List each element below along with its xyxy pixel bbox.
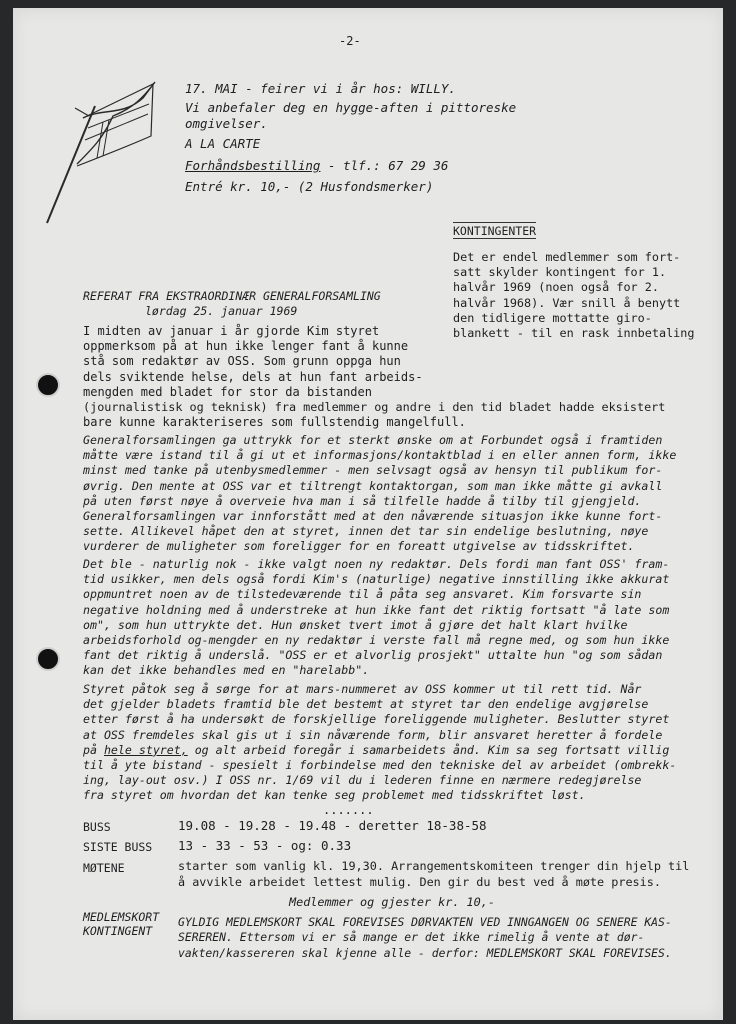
text-line: vurderer de muligheter som foreligger for en foreatt utgivelse av tidsskriftet. xyxy=(83,539,635,554)
ad-line-3: omgivelser. xyxy=(185,116,268,131)
buss-value: 19.08 - 19.28 - 19.48 - deretter 18-38-58 xyxy=(178,818,487,833)
text-line: måtte være istand til å gi ut et informasjons/kontaktblad i en eller annen form, ikke xyxy=(83,448,677,463)
kontingent-line: Det er endel medlemmer som fort- xyxy=(453,250,681,264)
ad-line-1: 17. MAI - feirer vi i år hos: WILLY. xyxy=(185,81,456,96)
underlined-text: hele styret, xyxy=(103,742,188,757)
text-line: arbeidsforhold og-mengder en ny redaktør i verste fall må regne med, og som hun ikke xyxy=(83,633,670,648)
text-line: (journalistisk og teknisk) fra medlemmer og andre i den tid bladet hadde eksistert xyxy=(83,400,666,415)
ad-line-6: Entré kr. 10,- (2 Husfondsmerker) xyxy=(185,179,434,194)
referat-paragraph-2 xyxy=(83,433,676,555)
siste-buss-value: 13 - 33 - 53 - og: 0.33 xyxy=(178,838,352,853)
text-line: bare kunne karakteriseres som fullstendig mangelfull. xyxy=(83,415,466,430)
text-line: minst med tanke på utenbysmedlemmer - men selvsagt også av hensyn til publikum for- xyxy=(83,463,663,478)
referat-paragraph-4 xyxy=(83,682,676,804)
text-line: Styret påtok seg å sørge for at mars-nummeret av OSS kommer ut til rett tid. Når xyxy=(83,682,642,696)
kontingent-line: den tidligere mottatte giro- xyxy=(453,310,652,325)
text-line: Det ble - naturlig nok - ikke valgt noen ny redaktør. Dels fordi man fant OSS' fram- xyxy=(83,557,670,571)
text-line: kan det ikke behandles med en "harelabb". xyxy=(83,663,370,678)
siste-buss-label: SISTE BUSS xyxy=(83,840,153,854)
medlemskort-label: MEDLEMSKORT xyxy=(83,910,160,924)
ad-phone: - tlf.: 67 29 36 xyxy=(320,158,449,173)
referat-title: REFERAT FRA EKSTRAORDINÆR GENERALFORSAMLING xyxy=(83,289,381,303)
text-line: sette. Allikevel håpet den at styret, innen det tar sin endelige beslutning, nøye xyxy=(83,524,649,539)
text-line: at OSS fremdeles skal gis ut i sin nåværende form, blir ansvaret heretter å fordele xyxy=(83,727,663,742)
ad-line-4: A LA CARTE xyxy=(185,136,261,151)
text-segment: og alt arbeid foregår i samarbeidets ånd. Kim sa seg fortsatt villig xyxy=(187,742,670,757)
text-line: fant det riktig å underslå. "OSS er et alvorlig prosjekt" uttalte hun "og som sådan xyxy=(83,648,663,663)
text-line: tid usikker, men dels også fordi Kim's (naturlige) negative innstilling ikke akkurat xyxy=(83,572,670,587)
medlemskort-line-1: GYLDIG MEDLEMSKORT SKAL FOREVISES DØRVAKTEN VED INNGANGEN OG SENERE KAS- xyxy=(178,915,672,929)
text-line: det gjelder bladets framtid ble det bestemt at styret tar den endelige avgjørelse xyxy=(83,697,649,712)
text-line: ing, lay-out osv.) I OSS nr. 1/69 vil du i lederen finne en nærmere redegjørelse xyxy=(83,773,642,788)
punch-hole xyxy=(36,647,60,671)
page-number: -2- xyxy=(339,34,361,48)
gjester-price: Medlemmer og gjester kr. 10,- xyxy=(289,895,495,909)
ad-line-2: Vi anbefaler deg en hygge-aften i pittoreske xyxy=(185,100,517,115)
text-line: I midten av januar i år gjorde Kim styret xyxy=(83,324,380,338)
referat-paragraph-3 xyxy=(83,557,669,679)
text-line: mengden med bladet for stor da bistanden xyxy=(83,384,372,399)
kontingent-line: satt skylder kontingent for 1. xyxy=(453,265,667,280)
kontingent-line: halvår 1968). Vær snill å benytt xyxy=(453,295,681,310)
text-line: om", som hun uttrykte det. Hun ønsket tvert imot å gjøre det halt klart hvilke xyxy=(83,617,628,632)
text-line: Generalforsamlingen ga uttrykk for et sterkt ønske om at Forbundet også i framtiden xyxy=(83,433,663,447)
kontingent-line: halvår 1969 (noen også for 2. xyxy=(453,280,659,295)
medlemskort-line-2: SEREREN. Ettersom vi er så mange er det ikke rimelig å vente at dør- xyxy=(178,930,645,944)
kontingent-label: KONTINGENT xyxy=(83,924,153,938)
motene-line-1: starter som vanlig kl. 19,30. Arrangementskomiteen trenger din hjelp til xyxy=(178,859,690,873)
text-line: etter først å ha undersøkt de forskjellige foreliggende muligheter. Beslutter styret xyxy=(83,712,670,727)
text-line: Generalforsamlingen var innforstått med at den nåværende situasjon ikke kunne fort- xyxy=(83,509,663,524)
text-line: dels sviktende helse, dels at hun fant arbeids- xyxy=(83,369,423,384)
text-line: fra styret om hvordan det kan tenke seg problemet med tidsskriftet løst. xyxy=(83,788,586,803)
flag-icon xyxy=(43,78,163,228)
motene-line-2: å avvikle arbeidet lettest mulig. Den gir du best ved å møte presis. xyxy=(178,875,661,889)
document-page xyxy=(13,8,723,1020)
medlemskort-line-3: vakten/kassereren skal kjenne alle - derfor: MEDLEMSKORT SKAL FOREVISES. xyxy=(178,946,672,960)
punch-hole xyxy=(36,373,60,397)
buss-label: BUSS xyxy=(83,820,111,834)
text-line: negative holdning med å understreke at hun ikke fant det riktig fortsatt "å late som xyxy=(83,602,670,617)
referat-paragraph-1 xyxy=(83,324,665,430)
separator-dots: ....... xyxy=(323,803,374,817)
text-line xyxy=(83,743,676,758)
ad-booking-label: Forhåndsbestilling xyxy=(185,158,321,173)
text-line: oppmuntret noen av de tilstedeværende til å påta seg ansvaret. Kim forsvarte sin xyxy=(83,587,642,602)
text-line: oppmerksom på at hun ikke lenger fant å kunne xyxy=(83,339,409,354)
text-line: stå som redaktør av OSS. Som grunn oppga hun xyxy=(83,354,401,369)
text-line: på uten først nøye å overveie hva man i så tilfelle hadde å tilby til gjengjeld. xyxy=(83,493,642,508)
text-segment: på xyxy=(83,742,104,757)
text-line: øvrig. Den mente at OSS var et tiltrengt kontaktorgan, som man ikke måtte gi avkall xyxy=(83,478,663,493)
ad-line-5 xyxy=(185,158,448,173)
kontingent-line: blankett - til en rask innbetaling xyxy=(453,326,695,341)
motene-label: MØTENE xyxy=(83,861,125,875)
referat-date: lørdag 25. januar 1969 xyxy=(145,304,298,318)
kontingent-heading: KONTINGENTER xyxy=(453,224,537,238)
text-line: til å yte bistand - spesielt i forbindelse med den tekniske del av arbeidet (ombrekk- xyxy=(83,758,677,773)
